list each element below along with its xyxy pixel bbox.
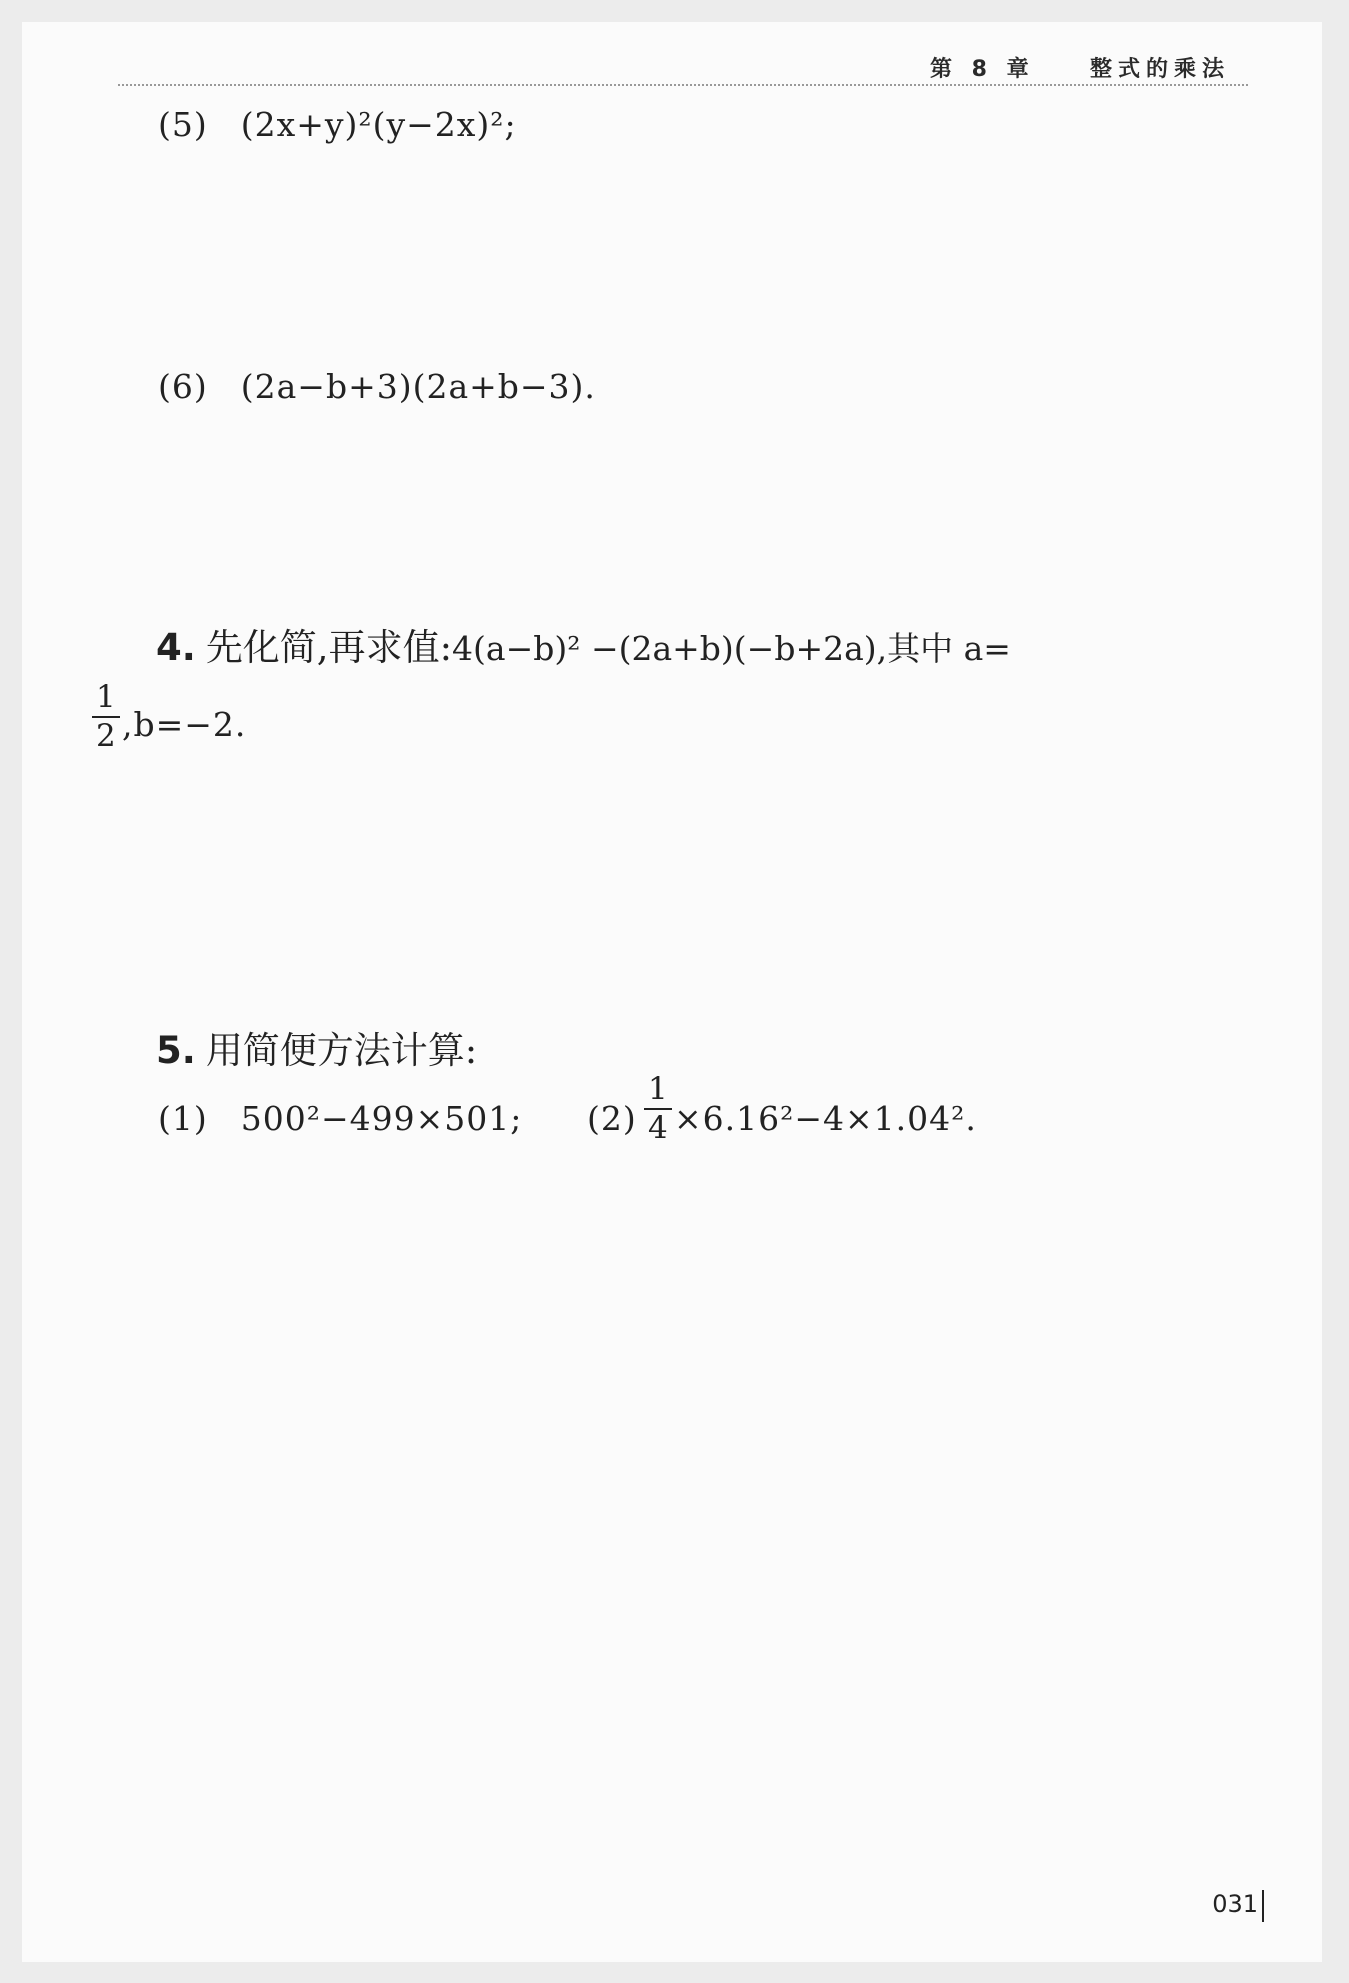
problem-5-part-1	[158, 1099, 523, 1138]
problem-instruction: 先化简,再求值:	[205, 626, 453, 669]
math-expression: ,b=−2.	[122, 705, 247, 744]
fraction-one-half	[92, 679, 120, 754]
fraction-denominator: 2	[96, 718, 116, 754]
problem-number: 4.	[156, 626, 196, 669]
running-header	[930, 52, 1230, 83]
fraction-numerator: 1	[92, 682, 120, 718]
problem-3-part-6	[158, 367, 596, 406]
header-dotted-rule	[118, 84, 1248, 86]
part-label: (5)	[158, 105, 208, 144]
problem-5-part-2-label	[587, 1099, 637, 1138]
problem-5-part-2	[674, 1099, 977, 1138]
problem-4-condition	[122, 705, 247, 744]
math-expression: 4(a−b)² −(2a+b)(−b+2a),其中 a=	[452, 629, 1011, 668]
part-label: (6)	[158, 367, 208, 406]
math-expression: (2a−b+3)(2a+b−3).	[240, 367, 596, 406]
textbook-page	[22, 22, 1322, 1962]
fraction-denominator: 4	[648, 1110, 668, 1146]
math-expression: 500²−499×501;	[240, 1099, 523, 1138]
math-expression: (2x+y)²(y−2x)²;	[240, 105, 517, 144]
page-number-marker	[1262, 1890, 1264, 1922]
problem-number: 5.	[156, 1029, 196, 1072]
fraction-one-quarter	[644, 1071, 672, 1146]
part-label: (2)	[587, 1099, 637, 1138]
problem-5-statement	[156, 1029, 478, 1072]
math-expression: ×6.16²−4×1.04².	[674, 1099, 977, 1138]
fraction-numerator: 1	[644, 1074, 672, 1110]
problem-4-statement	[156, 626, 1011, 669]
page-number: 031	[1212, 1890, 1258, 1918]
problem-3-part-5	[158, 105, 517, 144]
chapter-title: 整式的乘法	[1089, 57, 1230, 82]
problem-instruction: 用简便方法计算:	[205, 1029, 478, 1072]
chapter-label: 第 8 章	[930, 57, 1035, 82]
part-label: (1)	[158, 1099, 208, 1138]
